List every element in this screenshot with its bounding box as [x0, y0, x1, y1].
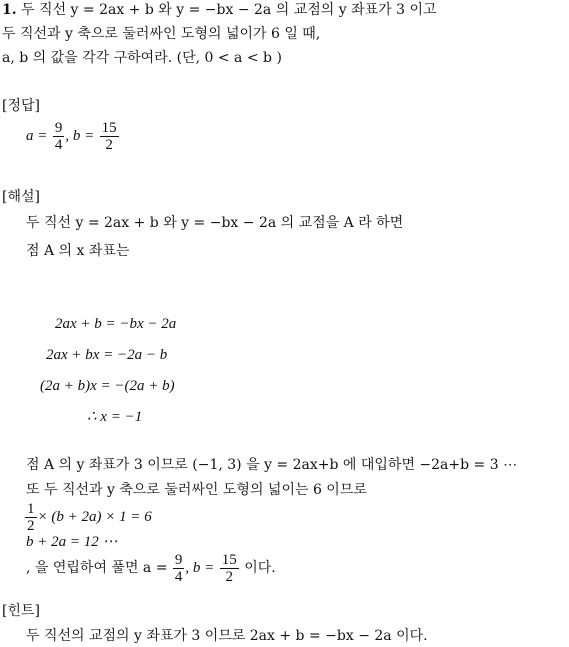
hint-line-1: 두 직선의 교점의 y 좌표가 3 이므로 2ax + b = −bx − 2a 이다.: [26, 628, 428, 644]
solve-suffix: 이다.: [244, 560, 276, 576]
equation-step-3: (2a + b)x = −(2a + b): [40, 378, 175, 394]
explanation-line-1: 두 직선 y = 2ax + b 와 y = −bx − 2a 의 교점을 A 라 하면: [26, 215, 404, 231]
explanation-line-5: b + 2a = 12 ⋯: [26, 534, 118, 550]
solve-a-fraction: $\frac{9}{4}$: [174, 551, 183, 585]
equation-step-1: 2ax + b = −bx − 2a: [55, 316, 177, 332]
solve-prefix: , 을 연립하여 풀면 a =: [26, 560, 168, 576]
answer-a-label: a =: [26, 128, 48, 144]
area-rest: × (b + 2a) × 1 = 6: [37, 509, 152, 525]
explanation-line-3: 점 A 의 y 좌표가 3 이므로 (−1, 3) 을 y = 2ax+b 에 대입하면 −2a+b = 3 ⋯: [26, 457, 518, 473]
explanation-header: [해설]: [2, 189, 40, 205]
area-fraction: $\frac{1}{2}$: [27, 500, 35, 534]
equation-step-4: ∴ x = −1: [87, 409, 143, 425]
hint-header: [힌트]: [2, 603, 40, 619]
solve-b-fraction: $\frac{15}{2}$: [221, 551, 237, 585]
problem-text-2: 두 직선과 y 축으로 둘러싸인 도형의 넓이가 6 일 때,: [2, 26, 321, 42]
explanation-line-6: [26, 548, 276, 588]
problem-line-1: [2, 1, 437, 19]
answer-b-fraction: $\frac{15}{2}$: [101, 119, 117, 153]
equation-step-2: 2ax + bx = −2a − b: [46, 347, 168, 363]
answer-values: [26, 116, 120, 156]
answer-b-label: , b =: [65, 128, 95, 144]
answer-a-fraction: $\frac{9}{4}$: [54, 119, 63, 153]
solve-b-label: , b =: [185, 560, 215, 576]
problem-text-3: a, b 의 값을 각각 구하여라. (단, 0 < a < b ): [2, 50, 282, 66]
explanation-line-4: 또 두 직선과 y 축으로 둘러싸인 도형의 넓이는 6 이므로: [26, 482, 367, 498]
answer-header: [정답]: [2, 98, 40, 114]
problem-number: 1.: [2, 2, 17, 18]
problem-text-1: 두 직선 y = 2ax + b 와 y = −bx − 2a 의 교점의 y 좌표가 3 이고: [21, 2, 437, 18]
explanation-line-2: 점 A 의 x 좌표는: [26, 243, 130, 259]
area-equation: [24, 499, 152, 535]
